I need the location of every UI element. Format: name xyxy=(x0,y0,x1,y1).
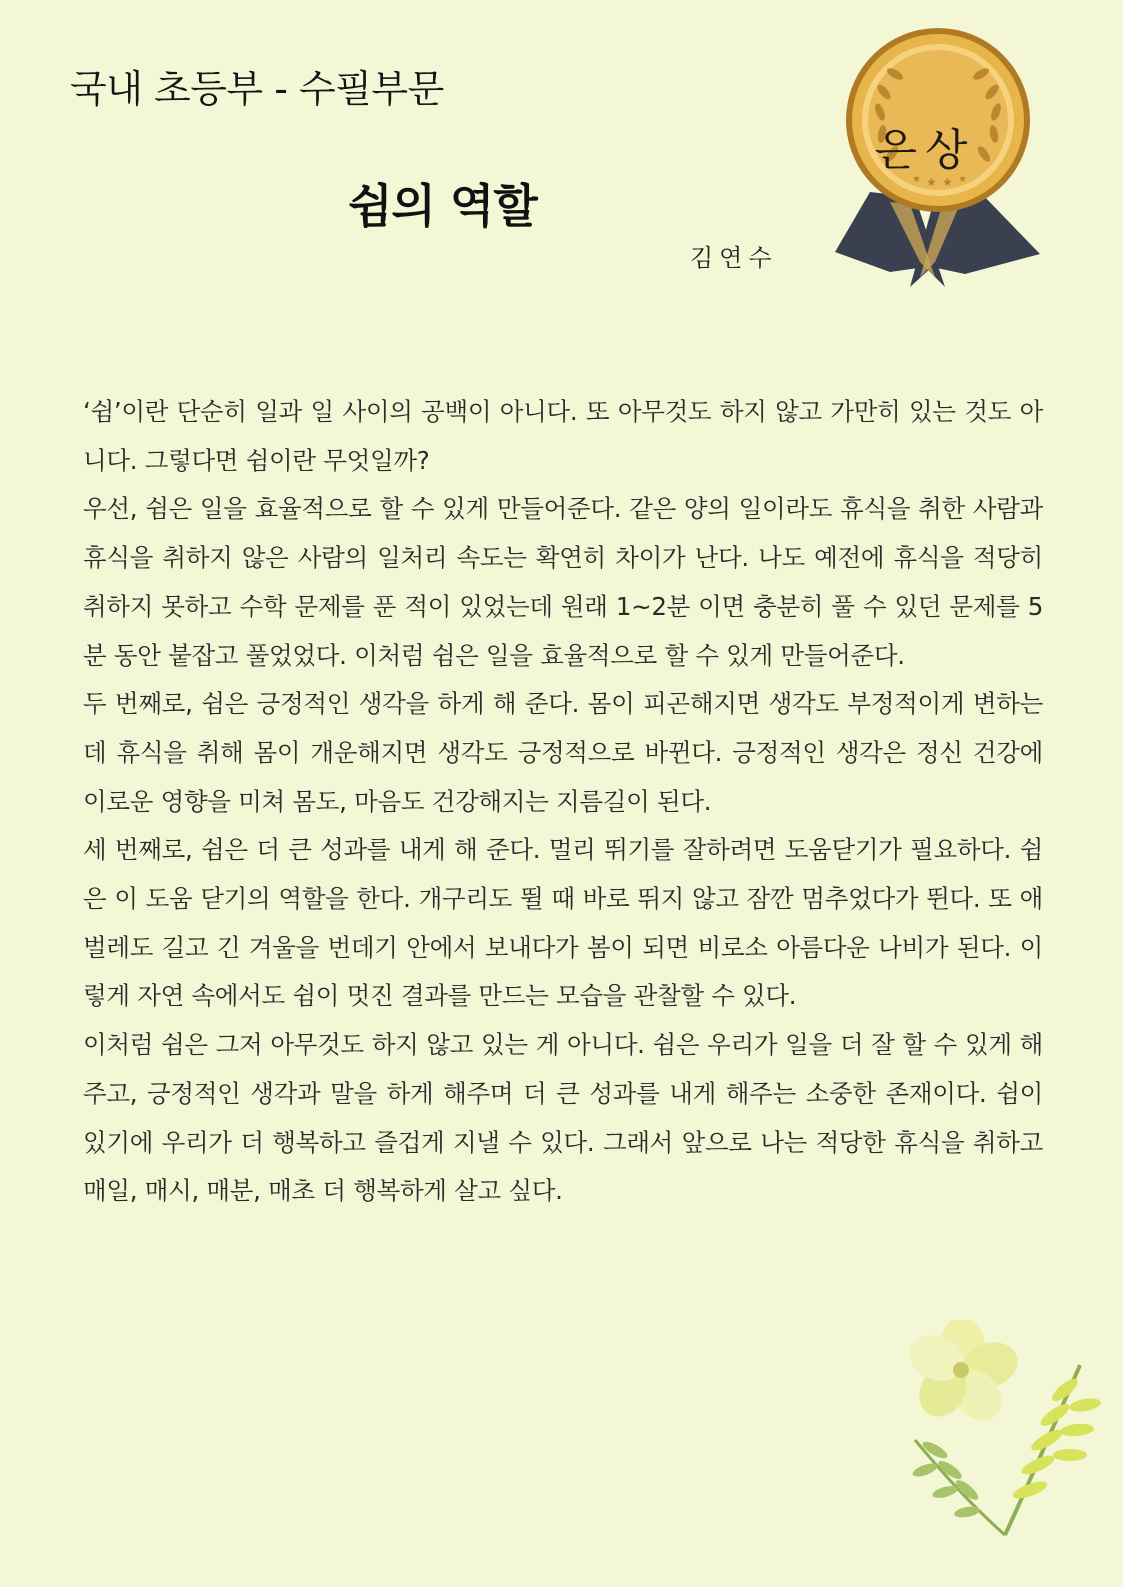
svg-text:★: ★ xyxy=(912,174,921,185)
category-heading: 국내 초등부 - 수필부문 xyxy=(70,67,444,111)
essay-paragraph: 우선, 쉼은 일을 효율적으로 할 수 있게 만들어준다. 같은 양의 일이라도 휴식을 취한 사람과 휴식을 취하지 않은 사람의 일처리 속도는 확연히 차이가 난다. 나도 예전에 휴식을 적당히 취하지 못하고 수학 문제를 푼 적이 있었는데 원래 1~2분 이면 충분히 풀 수 있던 문제를 5분 동안 붙잡고 풀었었다. 이처럼 쉼은 일을 효율적으로 할 수 있게 만들어준다. xyxy=(83,494,1043,670)
flower-icon xyxy=(905,1320,1024,1431)
svg-text:★: ★ xyxy=(958,174,967,185)
essay-title: 쉼의 역할 xyxy=(348,179,537,233)
essay-paragraph: ‘쉼’이란 단순히 일과 일 사이의 공백이 아니다. 또 아무것도 하지 않고 가만히 있는 것도 아니다. 그렇다면 쉼이란 무엇일까? xyxy=(83,397,1043,475)
award-badge xyxy=(830,22,1050,297)
author-name: 김연수 xyxy=(690,244,778,272)
essay-body xyxy=(83,388,1043,1216)
floral-decoration xyxy=(905,1320,1105,1560)
svg-text:★: ★ xyxy=(926,175,937,189)
essay-paragraph: 세 번째로, 쉼은 더 큰 성과를 내게 해 준다. 멀리 뛰기를 잘하려면 도움닫기가 필요하다. 쉼은 이 도움 닫기의 역할을 한다. 개구리도 뛸 때 바로 뛰지 않고 잠깐 멈추었다가 뛴다. 또 애벌레도 길고 긴 겨울을 번데기 안에서 보내다가 봄이 되면 비로소 아름다운 나비가 된다. 이렇게 자연 속에서도 쉼이 멋진 결과를 만드는 모습을 관찰할 수 있다. xyxy=(83,835,1043,1011)
svg-text:★: ★ xyxy=(942,175,953,189)
essay-paragraph: 이처럼 쉼은 그저 아무것도 하지 않고 있는 게 아니다. 쉼은 우리가 일을 더 잘 할 수 있게 해주고, 긍정적인 생각과 말을 하게 해주며 더 큰 성과를 내게 해주는 소중한 존재이다. 쉼이 있기에 우리가 더 행복하고 즐겁게 지낼 수 있다. 그래서 앞으로 나는 적당한 휴식을 취하고 매일, 매시, 매분, 매초 더 행복하게 살고 싶다. xyxy=(83,1030,1043,1206)
essay-paragraph: 두 번째로, 쉼은 긍정적인 생각을 하게 해 준다. 몸이 피곤해지면 생각도 부정적이게 변하는데 휴식을 취해 몸이 개운해지면 생각도 긍정적으로 바뀐다. 긍정적인 생각은 정신 건강에 이로운 영향을 미쳐 몸도, 마음도 건강해지는 지름길이 된다. xyxy=(83,689,1043,816)
award-label: 은상 xyxy=(874,125,976,176)
